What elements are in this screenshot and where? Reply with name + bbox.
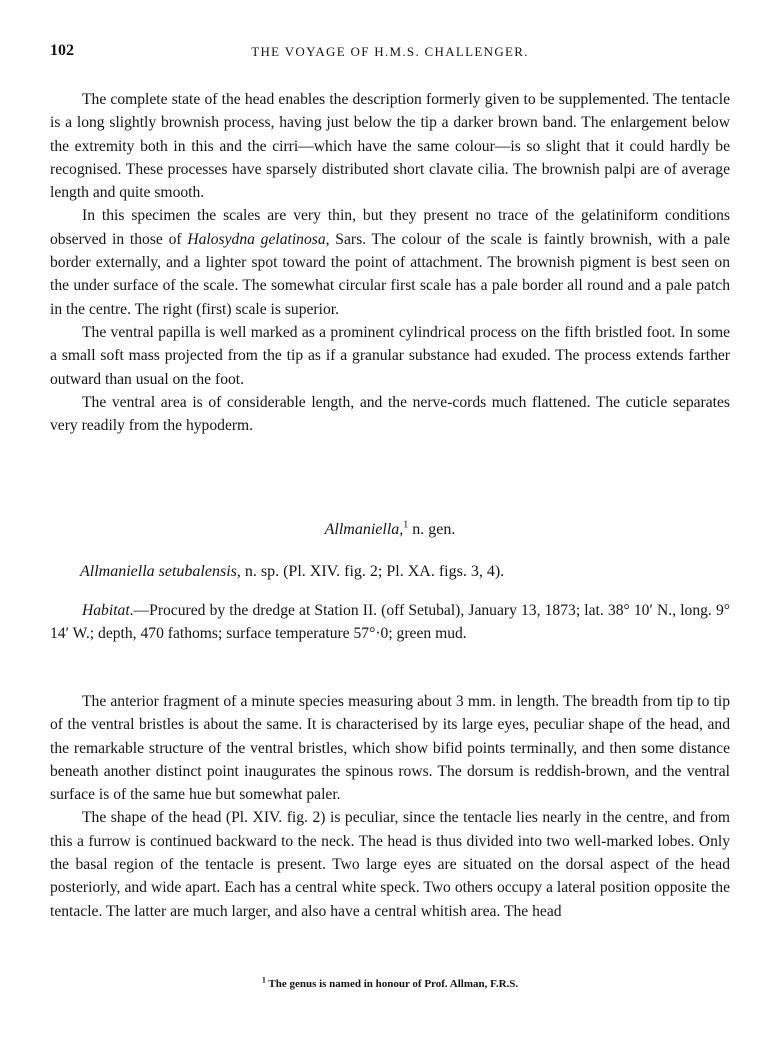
running-title: THE VOYAGE OF H.M.S. CHALLENGER.	[251, 44, 529, 59]
running-header	[50, 42, 730, 64]
genus-heading	[50, 521, 730, 539]
paragraph	[50, 599, 730, 646]
footnote	[50, 975, 730, 990]
paragraph: The ventral area is of considerable length, and the nerve-cords much flattened. The cuticle separates very readily from the hypoderm.	[50, 393, 730, 435]
species-plate-reference: , n. sp. (Pl. XIV. fig. 2; Pl. XA. figs. 3, 4).	[236, 563, 505, 580]
footnote-marker: 1	[403, 519, 409, 531]
paragraph: The complete state of the head enables the description formerly given to be supplemented. The tentacle is a long slightly brownish process, having just below the tip a darker brown band. The enlargement below the extremity both in this and the cirri—which have the same colour—is so slight that it could hardly be recognised. These processes have sparsely distributed short clavate cilia. The brownish palpi are of average length and quite smooth.	[50, 91, 730, 202]
footnote-text: The genus is named in honour of Prof. Allman, F.R.S.	[265, 978, 519, 990]
body-text-top	[50, 88, 730, 437]
paragraph: The ventral papilla is well marked as a prominent cylindrical process on the fifth bristled foot. In some a small soft mass projected from the tip as if a granular substance had exuded. The process extends farther outward than usual on the foot.	[50, 323, 730, 388]
paragraph	[50, 204, 730, 320]
species-heading	[50, 563, 730, 581]
body-text-bottom	[50, 690, 730, 923]
species-name: Halosydna gelatinosa	[187, 230, 326, 248]
species-name: Allmaniella setubalensis	[80, 563, 237, 580]
text-run: In this specimen the scales are very thin, but they present no trace of the gelatiniform conditions observed in those of	[50, 207, 730, 248]
text-run: , Sars. The colour of the scale is faintly brownish, with a pale border externally, and a lighter spot toward the point of attachment. The brownish pigment is best seen on the under surface of the scale. The somewhat circular first scale has a pale border all round and a pale patch in the centre. The right (first) scale is superior.	[50, 230, 730, 318]
habitat-section	[50, 599, 730, 646]
paragraph: The anterior fragment of a minute species measuring about 3 mm. in length. The breadth from tip to tip of the ventral bristles is about the same. It is characterised by its large eyes, peculiar shape of the head, and the remarkable structure of the ventral bristles, which show bifid points terminally, and then some distance beneath another distinct point inaugurates the spinous rows. The dorsum is reddish-brown, and the ventral surface is of the same hue but somewhat paler.	[50, 693, 730, 804]
footnote-number: 1	[261, 975, 266, 985]
paragraph: The shape of the head (Pl. XIV. fig. 2) is peculiar, since the tentacle lies nearly in the centre, and from this a furrow is continued backward to the neck. The head is thus divided into two well-marked lobes. Only the basal region of the tentacle is present. Two large eyes are situated on the dorsal aspect of the head posteriorly, and wide apart. Each has a central white speck. Two others occupy a lateral position opposite the tentacle. The latter are much larger, and also have a central whitish area. The head	[50, 809, 730, 920]
page-number: 102	[50, 42, 74, 59]
habitat-text: .—Procured by the dredge at Station II. (off Setubal), January 13, 1873; lat. 38° 10′ N., long. 9° 14′ W.; depth, 470 fathoms; surface temperature 57°·0; green mud.	[50, 602, 730, 643]
habitat-label: Habitat	[82, 602, 130, 619]
genus-name: Allmaniella,	[324, 521, 404, 538]
genus-suffix: n. gen.	[408, 521, 456, 538]
